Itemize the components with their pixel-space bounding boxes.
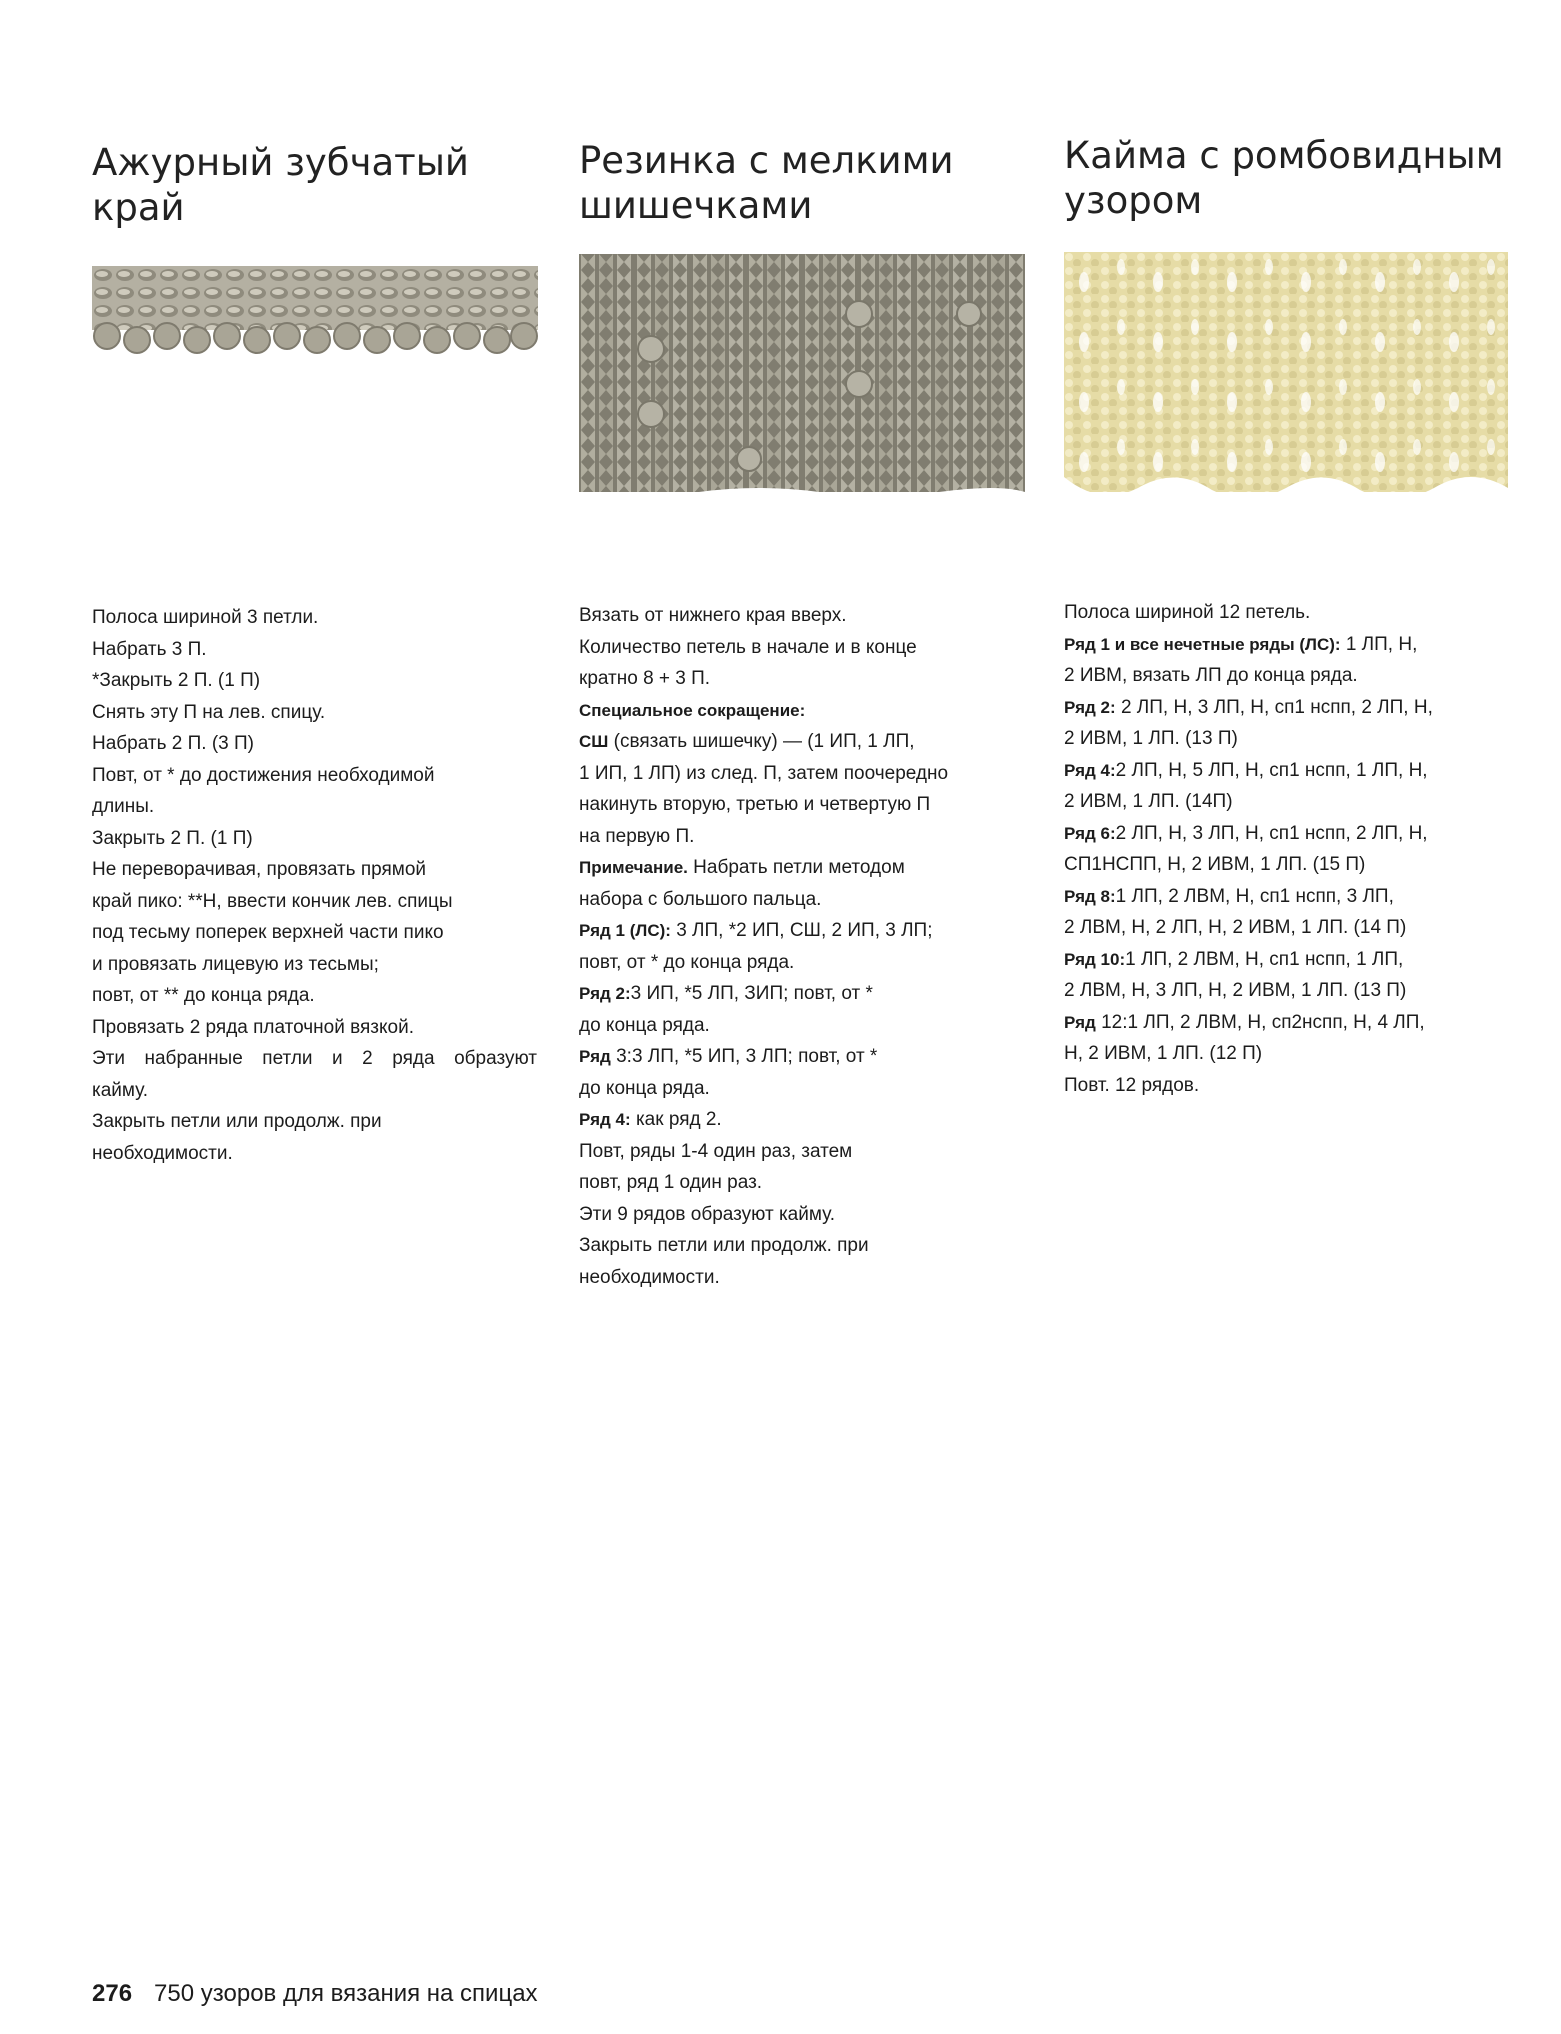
instruction-line: до конца ряда. <box>579 1077 710 1099</box>
instruction-line: повт, ряд 1 один раз. <box>579 1172 763 1193</box>
instruction-line: Полоса шириной 3 петли. <box>92 607 319 628</box>
instruction-line: Закрыть петли или продолж. при <box>92 1111 382 1132</box>
pattern-instructions <box>579 600 1024 1293</box>
book-title: 750 узоров для вязания на спицах <box>154 1980 538 2007</box>
instruction-line: Полоса шириной 12 петель. <box>1064 602 1311 623</box>
pattern-instructions <box>92 602 537 1169</box>
pattern-instructions <box>1064 597 1484 1101</box>
instruction-line: Ряд 4:2 ЛП, Н, 5 ЛП, Н, сп1 нспп, 1 ЛП, Н, <box>1064 759 1428 781</box>
pattern-title <box>1064 133 1504 223</box>
instruction-line: 2 ЛВМ, Н, 3 ЛП, Н, 2 ИВМ, 1 ЛП. (13 П) <box>1064 980 1407 1001</box>
instruction-line: Ряд 1 и все нечетные ряды (ЛС): 1 ЛП, Н, <box>1064 633 1418 655</box>
instruction-line: Ряд 3:3 ЛП, *5 ИП, 3 ЛП; повт, от * <box>579 1046 878 1067</box>
knitted-swatch-image <box>579 254 1025 502</box>
instruction-line: набора с большого пальца. <box>579 888 822 910</box>
instruction-line: 2 ИВМ, вязать ЛП до конца ряда. <box>1064 665 1358 686</box>
instruction-line: 2 ИВМ, 1 ЛП. (14П) <box>1064 791 1233 812</box>
knitted-swatch-image <box>92 266 538 371</box>
instruction-line: необходимости. <box>92 1142 233 1164</box>
instruction-line: Закрыть 2 П. (1 П) <box>92 827 253 849</box>
title-line: Ажурный зубчатый <box>92 141 469 184</box>
title-line: край <box>92 186 185 229</box>
instruction-line: 2 ИВМ, 1 ЛП. (13 П) <box>1064 728 1238 749</box>
instruction-line: Специальное сокращение: <box>579 700 806 720</box>
instruction-line: 1 ИП, 1 ЛП) из след. П, затем поочередно <box>579 762 949 784</box>
instruction-line: кайму. <box>92 1079 149 1101</box>
instruction-line: край пико: **Н, ввести кончик лев. спицы <box>92 890 453 912</box>
instruction-line: Эти набранные петли и 2 ряда образуют <box>92 1048 537 1069</box>
instruction-line: Закрыть петли или продолж. при <box>579 1235 869 1256</box>
instruction-line: Эти 9 рядов образуют кайму. <box>579 1203 836 1225</box>
pattern-title <box>92 140 469 230</box>
instruction-line: Количество петель в начале и в конце <box>579 636 917 658</box>
instruction-line: Набрать 3 П. <box>92 638 207 660</box>
instruction-line: СП1НСПП, Н, 2 ИВМ, 1 ЛП. (15 П) <box>1064 854 1366 875</box>
instruction-line: Повт, от * до достижения необходимой <box>92 764 435 786</box>
instruction-line: Ряд 2: 2 ЛП, Н, 3 ЛП, Н, сп1 нспп, 2 ЛП, Н, <box>1064 696 1433 718</box>
instruction-line: Повт, ряды 1-4 один раз, затем <box>579 1140 853 1162</box>
instruction-line: повт, от * до конца ряда. <box>579 951 795 973</box>
instruction-line: Ряд 10:1 ЛП, 2 ЛВМ, Н, сп1 нспп, 1 ЛП, <box>1064 948 1404 970</box>
instruction-line: до конца ряда. <box>579 1014 710 1036</box>
instruction-line: СШ (связать шишечку) — (1 ИП, 1 ЛП, <box>579 731 915 752</box>
instruction-line: Ряд 8:1 ЛП, 2 ЛВМ, Н, сп1 нспп, 3 ЛП, <box>1064 885 1394 907</box>
instruction-line: накинуть вторую, третью и четвертую П <box>579 794 931 815</box>
instruction-line: необходимости. <box>579 1266 720 1288</box>
pattern-title <box>579 138 954 228</box>
title-line: Резинка с мелкими <box>579 139 954 182</box>
instruction-line: под тесьму поперек верхней части пико <box>92 922 444 943</box>
instruction-line: Ряд 6:2 ЛП, Н, 3 ЛП, Н, сп1 нспп, 2 ЛП, Н, <box>1064 822 1428 844</box>
instruction-line: Примечание. Набрать петли методом <box>579 857 905 878</box>
title-line: узором <box>1064 179 1203 222</box>
instruction-line: *Закрыть 2 П. (1 П) <box>92 670 261 691</box>
title-line: Кайма с ромбовидным <box>1064 134 1504 177</box>
instruction-line: Ряд 12:1 ЛП, 2 ЛВМ, Н, сп2нспп, Н, 4 ЛП, <box>1064 1011 1425 1033</box>
page-footer <box>92 1980 538 2008</box>
instruction-line: на первую П. <box>579 825 695 847</box>
knitted-swatch-image <box>1064 252 1508 508</box>
instruction-line: Ряд 2:3 ИП, *5 ЛП, ЗИП; повт, от * <box>579 983 873 1004</box>
page-number: 276 <box>92 1980 133 2007</box>
instruction-line: длины. <box>92 796 155 817</box>
title-line: шишечками <box>579 184 813 227</box>
instruction-line: и провязать лицевую из тесьмы; <box>92 953 379 975</box>
instruction-line: Ряд 1 (ЛС): 3 ЛП, *2 ИП, СШ, 2 ИП, 3 ЛП; <box>579 920 933 941</box>
instruction-line: Повт. 12 рядов. <box>1064 1074 1200 1096</box>
instruction-line: Ряд 4: как ряд 2. <box>579 1109 722 1130</box>
instruction-line: повт, от ** до конца ряда. <box>92 985 315 1006</box>
instruction-line: Набрать 2 П. (3 П) <box>92 733 254 754</box>
instruction-line: Снять эту П на лев. спицу. <box>92 701 326 723</box>
instruction-line: Вязать от нижнего края вверх. <box>579 605 847 626</box>
instruction-line: Провязать 2 ряда платочной вязкой. <box>92 1016 414 1038</box>
instruction-line: 2 ЛВМ, Н, 2 ЛП, Н, 2 ИВМ, 1 ЛП. (14 П) <box>1064 917 1407 938</box>
instruction-line: Н, 2 ИВМ, 1 ЛП. (12 П) <box>1064 1043 1263 1064</box>
instruction-line: Не переворачивая, провязать прямой <box>92 859 427 880</box>
instruction-line: кратно 8 + 3 П. <box>579 668 711 689</box>
